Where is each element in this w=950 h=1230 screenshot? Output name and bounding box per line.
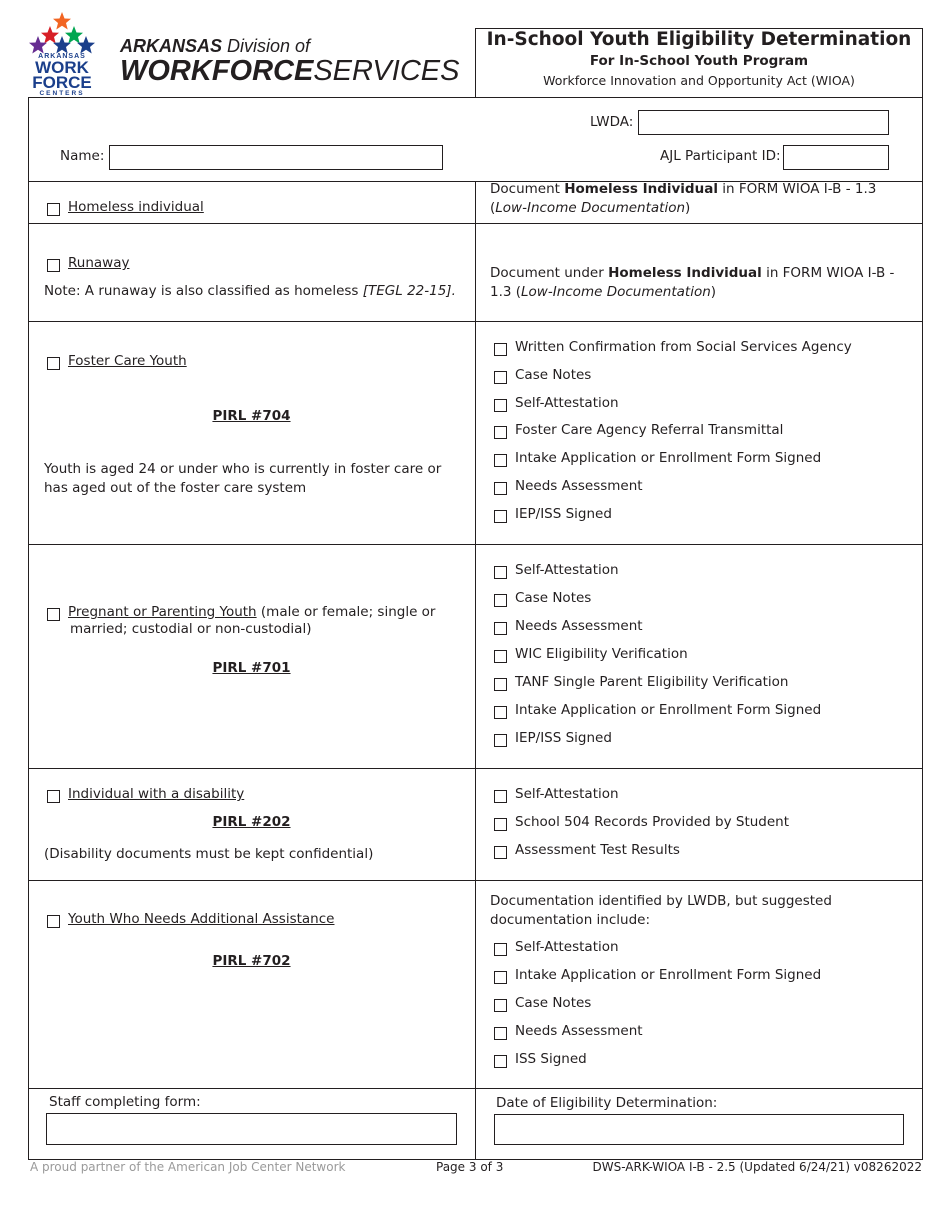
assistance-doc-checkbox[interactable] — [494, 943, 507, 956]
homeless-documentation — [490, 180, 910, 218]
runaway-note — [44, 282, 456, 301]
page-act: Workforce Innovation and Opportunity Act (WIOA) — [543, 73, 855, 88]
pregnant-doc-label: IEP/ISS Signed — [515, 730, 612, 746]
logo-force: FORCE — [32, 73, 92, 92]
homeless-doc-italic: Low-Income Documentation — [495, 200, 686, 216]
disability-doc-label: Assessment Test Results — [515, 842, 680, 858]
runaway-note-ref: [TEGL 22-15]. — [362, 283, 456, 299]
additional-assistance-checkbox[interactable] — [47, 915, 60, 928]
pregnant-parenting-checkbox[interactable] — [47, 608, 60, 621]
pregnant-doc-checkbox[interactable] — [494, 594, 507, 607]
pregnant-parenting-title: Pregnant or Parenting Youth — [68, 604, 257, 620]
page-title: In-School Youth Eligibility Determination — [486, 29, 912, 50]
footer-form-id: DWS-ARK-WIOA I-B - 2.5 (Updated 6/24/21) v08262022 — [592, 1160, 922, 1174]
assistance-doc-label: Case Notes — [515, 995, 592, 1011]
disability-doc-checkbox[interactable] — [494, 818, 507, 831]
foster-doc-label: Self-Attestation — [515, 395, 619, 411]
foster-doc-label: Written Confirmation from Social Services Agency — [515, 339, 852, 355]
pregnant-doc-checkbox[interactable] — [494, 734, 507, 747]
eligibility-date-input[interactable] — [494, 1114, 904, 1145]
foster-doc-checkbox[interactable] — [494, 371, 507, 384]
disability-note: (Disability documents must be kept confidential) — [44, 846, 374, 862]
agency-workforce: WORKFORCE — [120, 55, 314, 87]
assistance-doc-label: Needs Assessment — [515, 1023, 643, 1039]
staff-completing-input[interactable] — [46, 1113, 457, 1145]
disability-doc-checkbox[interactable] — [494, 846, 507, 859]
homeless-doc-mid: in FORM WIOA I-B - 1.3 ( — [490, 181, 877, 216]
assistance-doc-checkbox[interactable] — [494, 1055, 507, 1068]
homeless-doc-pre: Document — [490, 181, 565, 197]
agency-services: SERVICES — [313, 55, 460, 87]
disability-doc-checkbox[interactable] — [494, 790, 507, 803]
assistance-doc-checkbox[interactable] — [494, 1027, 507, 1040]
pregnant-parenting-qualifier-line2: married; custodial or non-custodial) — [70, 621, 312, 637]
logo-centers: CENTERS — [39, 90, 85, 97]
disability-doc-label: School 504 Records Provided by Student — [515, 814, 790, 830]
agency-arkansas: ARKANSAS — [120, 36, 223, 56]
runaway-note-text: Note: A runaway is also classified as homeless — [44, 283, 363, 299]
eligibility-date-label: Date of Eligibility Determination: — [496, 1095, 718, 1111]
pregnant-doc-checkbox[interactable] — [494, 566, 507, 579]
disability-label: Individual with a disability — [68, 786, 245, 802]
lwda-input[interactable] — [638, 110, 889, 135]
staff-completing-label: Staff completing form: — [49, 1094, 201, 1110]
foster-doc-label: Case Notes — [515, 367, 592, 383]
pregnant-doc-checkbox[interactable] — [494, 706, 507, 719]
foster-doc-checkbox[interactable] — [494, 510, 507, 523]
name-input[interactable] — [109, 145, 443, 170]
logo-arkansas: ARKANSAS — [38, 53, 86, 60]
disability-pirl: PIRL #202 — [212, 814, 291, 830]
pregnant-parenting-pirl: PIRL #701 — [212, 660, 291, 676]
pregnant-doc-label: Self-Attestation — [515, 562, 619, 578]
pregnant-doc-label: WIC Eligibility Verification — [515, 646, 688, 662]
foster-care-label: Foster Care Youth — [68, 353, 187, 369]
assistance-doc-checkbox[interactable] — [494, 971, 507, 984]
pregnant-doc-label: Intake Application or Enrollment Form Signed — [515, 702, 822, 718]
runaway-documentation — [490, 264, 910, 302]
foster-doc-checkbox[interactable] — [494, 399, 507, 412]
assistance-doc-label: Self-Attestation — [515, 939, 619, 955]
disability-checkbox[interactable] — [47, 790, 60, 803]
foster-doc-checkbox[interactable] — [494, 454, 507, 467]
foster-doc-checkbox[interactable] — [494, 426, 507, 439]
foster-care-checkbox[interactable] — [47, 357, 60, 370]
footer-partner: A proud partner of the American Job Center Network — [30, 1160, 346, 1174]
pregnant-doc-checkbox[interactable] — [494, 678, 507, 691]
runaway-doc-mid: in FORM WIOA I-B - 1.3 ( — [490, 265, 895, 300]
agency-name — [120, 36, 470, 86]
disability-doc-label: Self-Attestation — [515, 786, 619, 802]
additional-assistance-intro: Documentation identified by LWDB, but suggested documentation include: — [490, 893, 832, 928]
foster-care-pirl: PIRL #704 — [212, 408, 291, 424]
runaway-doc-end: ) — [710, 284, 717, 300]
pregnant-doc-label: TANF Single Parent Eligibility Verification — [515, 674, 789, 690]
stars-icon — [26, 12, 98, 56]
foster-doc-label: IEP/ISS Signed — [515, 506, 612, 522]
agency-division-of: Division of — [227, 36, 311, 56]
runaway-doc-pre: Document under — [490, 265, 609, 281]
awfc-logo — [26, 12, 98, 100]
assistance-doc-label: ISS Signed — [515, 1051, 587, 1067]
homeless-doc-end: ) — [685, 200, 691, 216]
pregnant-parenting-qualifier: (male or female; single or — [256, 604, 436, 620]
additional-assistance-label: Youth Who Needs Additional Assistance — [68, 911, 335, 927]
column-divider — [475, 181, 476, 1160]
foster-doc-label: Foster Care Agency Referral Transmittal — [515, 422, 784, 438]
assistance-doc-checkbox[interactable] — [494, 999, 507, 1012]
pregnant-doc-label: Case Notes — [515, 590, 592, 606]
ajl-participant-id-label: AJL Participant ID: — [660, 148, 781, 164]
runaway-doc-bold: Homeless Individual — [608, 265, 762, 281]
homeless-doc-bold: Homeless Individual — [564, 181, 718, 197]
footer-page-number: Page 3 of 3 — [436, 1160, 504, 1174]
assistance-doc-label: Intake Application or Enrollment Form Signed — [515, 967, 822, 983]
logo-work: WORK — [35, 58, 89, 77]
lwda-label: LWDA: — [590, 114, 634, 130]
page-subtitle: For In-School Youth Program — [589, 53, 809, 69]
homeless-checkbox[interactable] — [47, 203, 60, 216]
foster-doc-label: Needs Assessment — [515, 478, 643, 494]
ajl-participant-id-input[interactable] — [783, 145, 889, 170]
pregnant-doc-label: Needs Assessment — [515, 618, 643, 634]
pregnant-doc-checkbox[interactable] — [494, 622, 507, 635]
homeless-label: Homeless individual — [68, 199, 204, 215]
foster-doc-label: Intake Application or Enrollment Form Signed — [515, 450, 822, 466]
runaway-label: Runaway — [68, 255, 130, 271]
foster-doc-checkbox[interactable] — [494, 343, 507, 356]
foster-care-description: Youth is aged 24 or under who is currently in foster care or has aged out of the foster care system — [44, 461, 442, 496]
runaway-checkbox[interactable] — [47, 259, 60, 272]
name-label: Name: — [60, 148, 105, 164]
pregnant-doc-checkbox[interactable] — [494, 650, 507, 663]
foster-doc-checkbox[interactable] — [494, 482, 507, 495]
runaway-doc-italic: Low-Income Documentation — [521, 284, 711, 300]
additional-assistance-pirl: PIRL #702 — [212, 953, 291, 969]
